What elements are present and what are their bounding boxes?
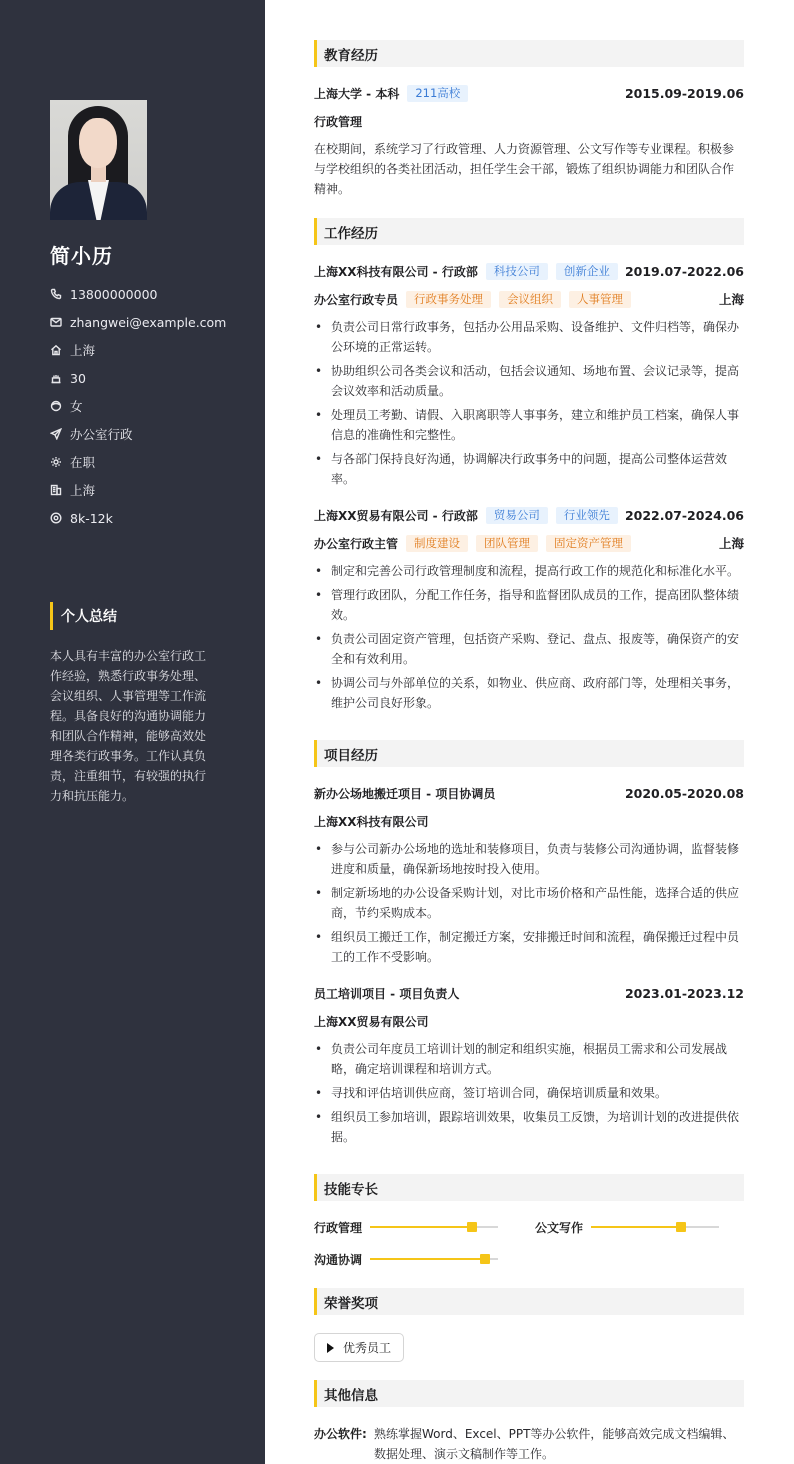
profile-photo	[50, 100, 147, 220]
sidebar	[0, 0, 265, 1464]
skill-knob	[467, 1222, 477, 1232]
education-header	[314, 84, 744, 102]
project-1-header	[314, 784, 744, 802]
skill-item	[314, 1219, 498, 1235]
award-item[interactable]	[314, 1333, 404, 1362]
project-2-company-row	[314, 1012, 744, 1030]
job-2-date: 2022.07-2024.06	[624, 507, 744, 523]
building-icon	[50, 484, 62, 496]
other-label: 办公软件:	[314, 1427, 367, 1441]
info-position-text: 办公室行政	[70, 427, 133, 442]
job-2-role-row	[314, 534, 744, 552]
gender-icon	[50, 400, 62, 412]
skill-name: 行政管理	[314, 1220, 363, 1235]
mail-icon	[50, 316, 62, 328]
project-2-name: 员工培训项目 - 项目负责人	[314, 986, 460, 1001]
list-item: • 与各部门保持良好沟通，协调解决行政事务中的问题，提高公司整体运营效率。	[314, 449, 744, 489]
info-salary-text: 8k-12k	[70, 510, 113, 526]
project-1-company-row	[314, 812, 744, 830]
info-city-text: 上海	[70, 483, 96, 498]
info-age	[50, 364, 226, 392]
job-2-role-tag: 固定资产管理	[546, 535, 631, 552]
info-status	[50, 448, 226, 476]
list-item: • 参与公司新办公场地的选址和装修项目，负责与装修公司沟通协调，监督装修进度和质量，确保新场地按时投入使用。	[314, 839, 744, 879]
info-location-text: 上海	[70, 343, 96, 358]
job-1-role-tag: 行政事务处理	[406, 291, 491, 308]
education-section-title: 教育经历	[314, 40, 744, 67]
info-age-text: 30	[70, 370, 86, 386]
education-tag: 211高校	[407, 85, 468, 102]
job-2-company: 上海XX贸易有限公司 - 行政部	[314, 508, 478, 523]
award-label: 优秀员工	[343, 1341, 392, 1355]
list-item: • 组织员工参加培训，跟踪培训效果，收集员工反馈，为培训计划的改进提供依据。	[314, 1107, 744, 1147]
job-1-role: 办公室行政专员	[314, 292, 399, 307]
project-1-company: 上海XX科技有限公司	[314, 814, 429, 829]
list-item: • 组织员工搬迁工作，制定搬迁方案，安排搬迁时间和流程，确保搬迁过程中员工的工作不受影响。	[314, 927, 744, 967]
skill-bar	[591, 1226, 719, 1228]
job-1-role-tag: 会议组织	[499, 291, 561, 308]
job-1-bullets	[314, 317, 744, 493]
job-2-role-tag: 制度建设	[406, 535, 468, 552]
project-1-name: 新办公场地搬迁项目 - 项目协调员	[314, 786, 496, 801]
info-city	[50, 476, 226, 504]
skills-section-title: 技能专长	[314, 1174, 744, 1201]
education-date: 2015.09-2019.06	[624, 85, 744, 101]
skill-bar	[370, 1226, 498, 1228]
education-major: 行政管理	[314, 114, 363, 129]
list-item: • 负责公司日常行政事务，包括办公用品采购、设备维护、文件归档等，确保办公环境的正常运转。	[314, 317, 744, 357]
home-icon	[50, 344, 62, 356]
list-item: • 负责公司固定资产管理，包括资产采购、登记、盘点、报废等，确保资产的安全和有效利用。	[314, 629, 744, 669]
job-2-company-tag: 贸易公司	[486, 507, 548, 524]
job-2-company-tag: 行业领先	[556, 507, 618, 524]
phone-icon	[50, 288, 62, 300]
job-1-role-tag: 人事管理	[569, 291, 631, 308]
work-section-title: 工作经历	[314, 218, 744, 245]
info-salary	[50, 504, 226, 532]
list-item: • 处理员工考勤、请假、入职离职等人事事务，建立和维护员工档案，确保人事信息的准确性和完整性。	[314, 405, 744, 445]
project-2-header	[314, 984, 744, 1002]
job-2-bullets	[314, 561, 744, 717]
list-item: • 管理行政团队，分配工作任务，指导和监督团队成员的工作，提高团队整体绩效。	[314, 585, 744, 625]
list-item: • 协调公司与外部单位的关系，如物业、供应商、政府部门等，处理相关事务，维护公司良好形象。	[314, 673, 744, 713]
job-1-company-tag: 科技公司	[486, 263, 548, 280]
info-position	[50, 420, 226, 448]
education-desc: 在校期间，系统学习了行政管理、人力资源管理、公文写作等专业课程。积极参与学校组织的各类社团活动，担任学生会干部，锻炼了组织协调能力和团队合作精神。	[314, 142, 735, 196]
salary-icon	[50, 512, 62, 524]
list-item: • 协助组织公司各类会议和活动，包括会议通知、场地布置、会议记录等，提高会议效率和活动质量。	[314, 361, 744, 401]
contact-info-list	[50, 280, 226, 532]
info-status-text: 在职	[70, 455, 96, 470]
profile-name: 简小历	[50, 244, 113, 268]
play-icon	[327, 1343, 334, 1353]
job-1-date: 2019.07-2022.06	[624, 263, 744, 279]
skill-bar	[370, 1258, 498, 1260]
other-value: 熟练掌握Word、Excel、PPT等办公软件，能够高效完成文档编辑、数据处理、演示文稿制作等工作。	[374, 1427, 735, 1461]
education-major-row	[314, 112, 744, 130]
status-icon	[50, 456, 62, 468]
job-2-city: 上海	[718, 536, 744, 551]
projects-section-title: 项目经历	[314, 740, 744, 767]
project-1-bullets	[314, 839, 744, 971]
job-1-company: 上海XX科技有限公司 - 行政部	[314, 264, 478, 279]
skill-knob	[480, 1254, 490, 1264]
job-1-city: 上海	[718, 292, 744, 307]
job-1-company-tag: 创新企业	[556, 263, 618, 280]
skill-name: 公文写作	[535, 1220, 584, 1235]
info-location	[50, 336, 226, 364]
honors-section-title: 荣誉奖项	[314, 1288, 744, 1315]
info-gender-text: 女	[70, 399, 83, 414]
project-2-company: 上海XX贸易有限公司	[314, 1014, 429, 1029]
list-item: • 制定和完善公司行政管理制度和流程，提高行政工作的规范化和标准化水平。	[314, 561, 744, 581]
list-item: • 制定新场地的办公设备采购计划，对比市场价格和产品性能，选择合适的供应商，节约采购成本。	[314, 883, 744, 923]
age-icon	[50, 372, 62, 384]
job-2-role: 办公室行政主管	[314, 536, 399, 551]
info-phone-text: 13800000000	[70, 286, 158, 302]
job-1-header	[314, 262, 744, 280]
summary-text: 本人具有丰富的办公室行政工作经验，熟悉行政事务处理、会议组织、人事管理等工作流程。具备良好的沟通协调能力和团队合作精神，能够高效处理各类行政事务。工作认真负责，注重细节，有较强的执行力和抗压能力。	[50, 649, 207, 803]
send-icon	[50, 428, 62, 440]
project-2-bullets	[314, 1039, 744, 1151]
project-1-date: 2020.05-2020.08	[624, 785, 744, 801]
skill-knob	[676, 1222, 686, 1232]
info-gender	[50, 392, 226, 420]
education-school: 上海大学 - 本科	[314, 86, 400, 101]
job-2-header	[314, 506, 744, 524]
list-item: • 寻找和评估培训供应商，签订培训合同，确保培训质量和效果。	[314, 1083, 744, 1103]
info-email	[50, 308, 226, 336]
summary-title: 个人总结	[50, 602, 117, 630]
list-item: • 负责公司年度员工培训计划的制定和组织实施，根据员工需求和公司发展战略，确定培训课程和培训方式。	[314, 1039, 744, 1079]
info-phone	[50, 280, 226, 308]
other-section-title: 其他信息	[314, 1380, 744, 1407]
skill-item	[535, 1219, 719, 1235]
info-email-text: zhangwei@example.com	[70, 314, 227, 330]
skill-item	[314, 1251, 498, 1267]
skill-name: 沟通协调	[314, 1252, 363, 1267]
job-2-role-tag: 团队管理	[476, 535, 538, 552]
project-2-date: 2023.01-2023.12	[624, 985, 744, 1001]
job-1-role-row	[314, 290, 744, 308]
